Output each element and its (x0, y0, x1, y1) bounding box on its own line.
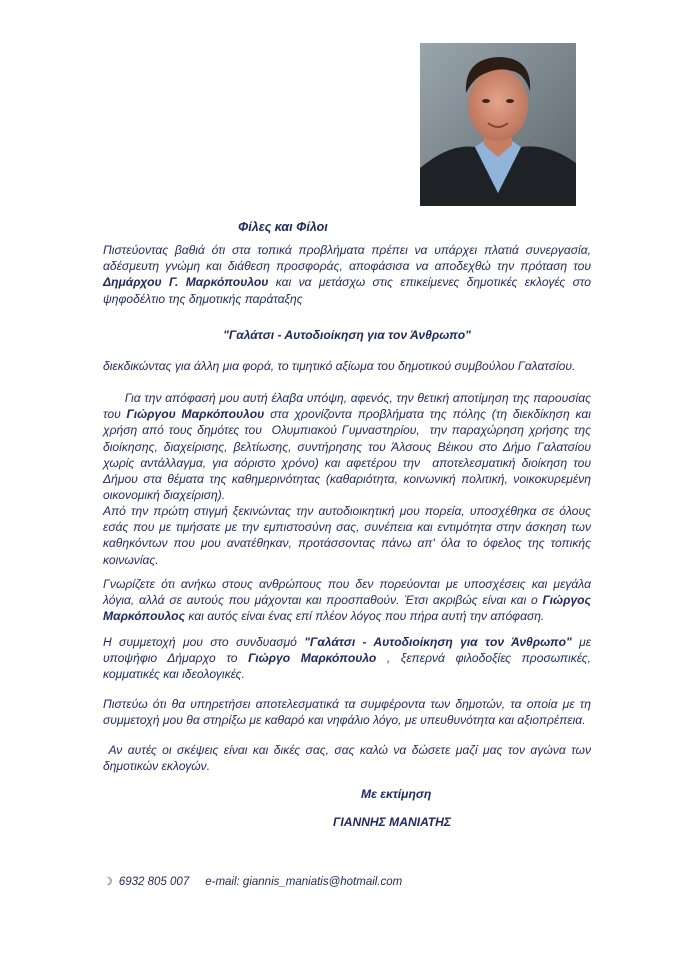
paragraph-intro (103, 242, 591, 307)
email-address: e-mail: giannis_maniatis@hotmail.com (205, 876, 403, 888)
paragraph-commitment: Από την πρώτη στιγμή ξεκινώντας την αυτοδιοικητική μου πορεία, υποσχέθηκα σε όλους εσάς που με τιμήσατε με την εμπιστοσύνη σας, συνέπεια και εντιμότητα στην άσκηση των καθηκόντων που μου ανατέθηκαν, προτάσσοντας πάνω απ' όλα το όφελος της τοπικής κοινωνίας. (103, 504, 591, 567)
portrait-photo (420, 43, 576, 206)
paragraph-decision-text-2: στα χρονίζοντα προβλήματα της πόλης (τη διεκδίκηση και χρήση από τους δημότες του Ολυμπιακού Γυμναστηρίου, την παραχώρηση χρήσης της διοίκησης, διαχείρισης, βελτίωσης, συντήρησης του Άλσους Βέικου στο Δήμο Γαλατσίου χωρίς αντάλλαγμα, για αόριστο χρόνο) και αφετέρου την αποτελεσματική διοίκηση του Δήμου στα θέματα της καθημερινότητας (καθαριότητα, κοινωνική πολιτική, νοικοκυρεμένη οικονομική διαχείριση). (103, 407, 595, 503)
closing-text: Με εκτίμηση (361, 787, 432, 801)
greeting-heading: Φίλες και Φίλοι (238, 220, 328, 234)
paragraph-participation (103, 634, 591, 683)
slogan-line: "Γαλάτσι - Αυτοδιοίκηση για τον Άνθρωπο" (223, 328, 471, 342)
paragraph-character (103, 576, 591, 625)
contact-footer (103, 875, 402, 888)
paragraph-decision (103, 390, 595, 503)
paragraph-participation-text-3: , ξεπερνά φιλοδοξίες προσωπικές, κομματικές και ιδεολογικές. (103, 651, 591, 682)
paragraph-decision-text: Για την απόφασή μου αυτή έλαβα υπόψη, αφενός, την θετική αποτίμηση της παρουσίας του (103, 391, 595, 422)
coalition-name-bold: "Γαλάτσι - Αυτοδιοίκηση για τον Άνθρωπο" (304, 635, 572, 649)
candidate-name-bold: Γιώργου Μαρκόπουλου (126, 407, 265, 422)
paragraph-participation-text: Η συμμετοχή μου στο συνδυασμό (103, 635, 305, 649)
paragraph-character-text-2: και αυτός είναι ένας επί πλέον λόγος που πήρα αυτή την απόφαση. (185, 609, 545, 624)
candidate-name-bold-3: Γιώργο Μαρκόπουλο (248, 651, 377, 666)
phone-number: 6932 805 007 (118, 876, 190, 888)
signature-name: ΓΙΑΝΝΗΣ ΜΑΝΙΑΤΗΣ (333, 815, 451, 829)
paragraph-claim: διεκδικώντας για άλλη μια φορά, το τιμητικό αξίωμα του δημοτικού συμβούλου Γαλατσίου. (103, 359, 576, 373)
phone-icon: ☽ (103, 876, 113, 888)
paragraph-character-text: Γνωρίζετε ότι ανήκω στους ανθρώπους που δεν πορεύονται με υποσχέσεις και μεγάλα λόγια, αλλά σε αυτούς που μάχονται και προσπαθούν. Έτσι ακριβώς είναι και ο (103, 577, 591, 608)
paragraph-intro-text-2: και να μετάσχω στις επικείμενες δημοτικές εκλογές στο ψηφοδέλτιο της δημοτικής παράταξης (103, 275, 591, 306)
paragraph-call: Αν αυτές οι σκέψεις είναι και δικές σας, σας καλώ να δώσετε μαζί μας τον αγώνα των δημοτικών εκλογών. (103, 743, 595, 774)
candidate-name-bold-2: Γιώργος Μαρκόπουλος (103, 593, 591, 624)
mayor-name-bold: Δημάρχου Γ. Μαρκόπουλου (103, 275, 269, 290)
paragraph-belief: Πιστεύω ότι θα υπηρετήσει αποτελεσματικά τα συμφέροντα των δημοτών, τα οποία με τη συμμετοχή μου θα στηρίξω με καθαρό και νηφάλιο λόγο, με υπευθυνότητα και αξιοπρέπεια. (103, 697, 591, 728)
paragraph-participation-text-2: με υποψήφιο Δήμαρχο το (103, 635, 592, 666)
paragraph-intro-text: Πιστεύοντας βαθιά ότι στα τοπικά προβλήματα πρέπει να υπάρχει πλατιά συνεργασία, αδέσμευτη γνώμη και διάθεση προσφοράς, αποφάσισα να αποδεχθώ την πρόταση του (103, 243, 591, 274)
